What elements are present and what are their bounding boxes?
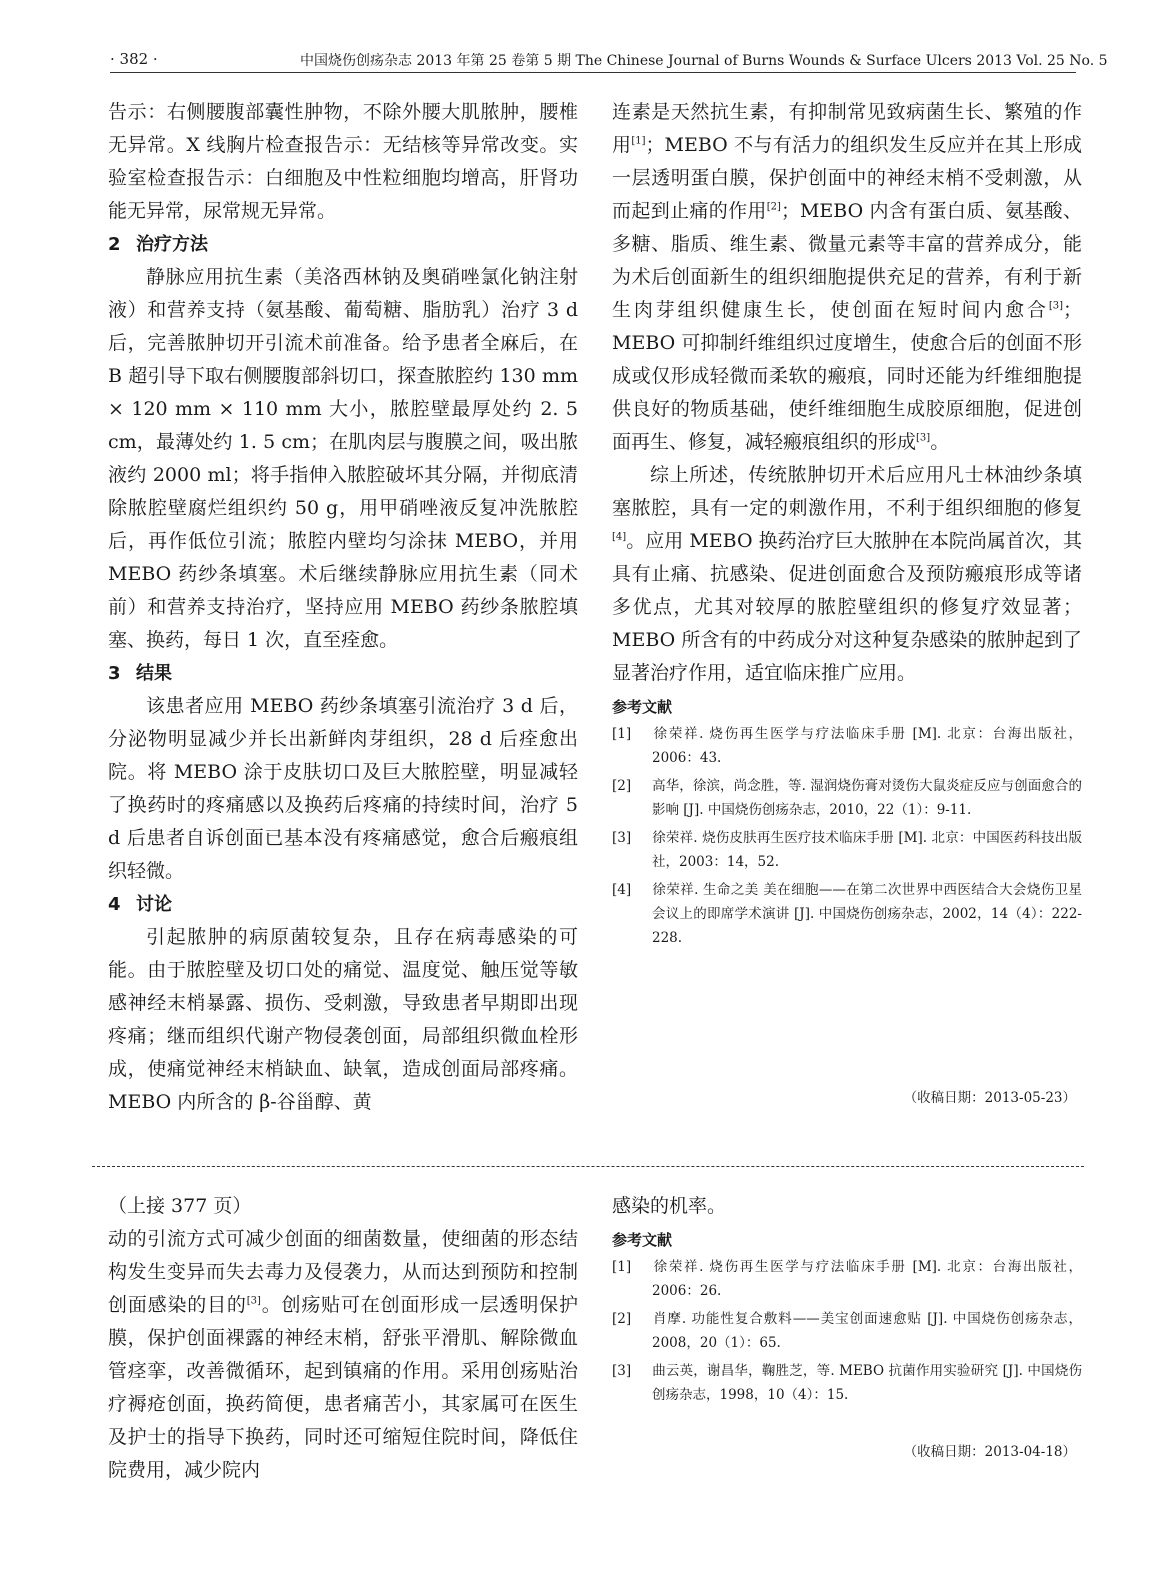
discussion-continued-paragraph bbox=[612, 96, 1082, 459]
reference-item bbox=[612, 1359, 1082, 1407]
reference-number: [1] bbox=[612, 726, 632, 742]
running-header bbox=[110, 50, 1108, 74]
reference-text: 曲云英，谢昌华，鞠胜芝，等. MEBO 抗菌作用实验研究 [J]. 中国烧伤创疡杂志，1998，10（4）：15. bbox=[652, 1363, 1082, 1403]
reference-item bbox=[612, 774, 1082, 822]
reference-number: [1] bbox=[612, 1259, 632, 1275]
bottom-right-column bbox=[612, 1190, 1082, 1411]
intro-paragraph: 告示：右侧腰腹部囊性肿物，不除外腰大肌脓肿，腰椎无异常。X 线胸片检查报告示：无结核等异常改变。实验室检查报告示：白细胞及中性粒细胞均增高，肝肾功能无异常，尿常规无异常。 bbox=[108, 101, 578, 222]
section-title: 讨论 bbox=[136, 894, 172, 915]
section-heading-discussion bbox=[108, 888, 578, 921]
reference-text: 高华，徐滨，尚念胜，等. 湿润烧伤膏对烫伤大鼠炎症反应与创面愈合的影响 [J]. 中国烧伤创疡杂志，2010，22（1）：9-11. bbox=[652, 778, 1082, 818]
reference-number: [2] bbox=[612, 778, 632, 794]
section-heading-treatment bbox=[108, 228, 578, 261]
text-run: 连素是天然抗生素，有抑制常见致病菌生长、繁殖的作用 bbox=[612, 101, 1082, 156]
received-date: （收稿日期：2013-05-23） bbox=[903, 1090, 1076, 1106]
conclusion-paragraph bbox=[612, 459, 1082, 690]
reference-item bbox=[612, 722, 1082, 770]
reference-number: [4] bbox=[612, 882, 632, 898]
reference-number: [2] bbox=[612, 1311, 632, 1327]
citation-link[interactable]: [1] bbox=[631, 135, 646, 147]
text-run: ；MEBO 可抑制纤维组织过度增生，使愈合后的创面不形成或仅形成轻微而柔软的瘢痕，同时还能为纤维细胞提供良好的物质基础，使纤维细胞生成胶原细胞，促进创面再生、修复，减轻瘢痕组织的形成 bbox=[612, 299, 1082, 453]
reference-text: 徐荣祥. 烧伤再生医学与疗法临床手册 [M]. 北京：台海出版社，2006：43. bbox=[652, 726, 1082, 766]
header-rule bbox=[110, 72, 1076, 73]
reference-item bbox=[612, 878, 1082, 950]
citation-link[interactable]: [2] bbox=[766, 201, 781, 213]
references-heading: 参考文献 bbox=[612, 698, 673, 716]
section-number: 3 bbox=[108, 663, 121, 684]
section-title: 治疗方法 bbox=[136, 234, 208, 255]
text-run: 动的引流方式可减少创面的细菌数量，使细菌的形态结构发生变异而失去毒力及侵袭力，从而达到预防和控制创面感染的目的 bbox=[108, 1228, 578, 1316]
continued-paragraph bbox=[108, 1223, 578, 1487]
citation-link[interactable]: [3] bbox=[246, 1295, 261, 1307]
reference-item bbox=[612, 1255, 1082, 1303]
text-run: ；MEBO 不与有活力的组织发生反应并在其上形成一层透明蛋白膜，保护创面中的神经末梢不受刺激，从而起到止痛的作用 bbox=[612, 134, 1082, 222]
section-title: 结果 bbox=[136, 663, 172, 684]
reference-item bbox=[612, 826, 1082, 874]
citation-link[interactable]: [3] bbox=[1048, 300, 1063, 312]
reference-number: [3] bbox=[612, 830, 632, 846]
section-number: 4 bbox=[108, 894, 121, 915]
bottom-left-column bbox=[108, 1190, 578, 1487]
reference-text: 徐荣祥. 生命之美 美在细胞——在第二次世界中西医结合大会烧伤卫星会议上的即席学术演讲 [J]. 中国烧伤创疡杂志，2002，14（4）：222-228. bbox=[652, 882, 1082, 946]
top-left-column bbox=[108, 96, 578, 1119]
citation-link[interactable]: [4] bbox=[612, 531, 627, 543]
article-divider bbox=[92, 1166, 1084, 1167]
reference-text: 肖摩. 功能性复合敷料——美宝创面速愈贴 [J]. 中国烧伤创疡杂志，2008，20（1）：65. bbox=[652, 1311, 1082, 1351]
text-run: 综上所述，传统脓肿切开术后应用凡士林油纱条填塞脓腔，具有一定的刺激作用，不利于组织细胞的修复 bbox=[612, 464, 1082, 519]
page-number: · 382 · bbox=[110, 50, 158, 68]
reference-item bbox=[612, 1307, 1082, 1355]
citation-link[interactable]: [3] bbox=[916, 432, 931, 444]
received-date: （收稿日期：2013-04-18） bbox=[903, 1444, 1076, 1460]
section-number: 2 bbox=[108, 234, 121, 255]
section-heading-results bbox=[108, 657, 578, 690]
reference-text: 徐荣祥. 烧伤再生医学与疗法临床手册 [M]. 北京：台海出版社，2006：26. bbox=[652, 1259, 1082, 1299]
references-heading: 参考文献 bbox=[612, 1231, 673, 1249]
reference-text: 徐荣祥. 烧伤皮肤再生医疗技术临床手册 [M]. 北京：中国医药科技出版社，2003：14，52. bbox=[652, 830, 1082, 870]
text-run: 。 bbox=[930, 431, 950, 453]
text-run: 。应用 MEBO 换药治疗巨大脓肿在本院尚属首次，其具有止痛、抗感染、促进创面愈合及预防瘢痕形成等诸多优点，尤其对较厚的脓腔壁组织的修复疗效显著；MEBO 所含有的中药成分对这种复杂感染的脓肿起到了显著治疗作用，适宜临床推广应用。 bbox=[612, 530, 1082, 684]
discussion-paragraph: 引起脓肿的病原菌较复杂，且存在病毒感染的可能。由于脓腔壁及切口处的痛觉、温度觉、触压觉等敏感神经末梢暴露、损伤、受刺激，导致患者早期即出现疼痛；继而组织代谢产物侵袭创面，局部组织微血栓形成，使痛觉神经末梢缺血、缺氧，造成创面局部疼痛。MEBO 内所含的 β-谷甾醇、黄 bbox=[108, 926, 578, 1113]
reference-number: [3] bbox=[612, 1363, 632, 1379]
results-paragraph: 该患者应用 MEBO 药纱条填塞引流治疗 3 d 后，分泌物明显减少并长出新鲜肉芽组织，28 d 后痊愈出院。将 MEBO 涂于皮肤切口及巨大脓腔壁，明显减轻了换药时的疼痛感以及换药后疼痛的持续时间，治疗 5 d 后患者自诉创面已基本没有疼痛感觉，愈合后瘢痕组织轻微。 bbox=[108, 695, 578, 882]
top-right-column bbox=[612, 96, 1082, 954]
text-run: ；MEBO 内含有蛋白质、氨基酸、多糖、脂质、维生素、微量元素等丰富的营养成分，能为术后创面新生的组织细胞提供充足的营养，有利于新生肉芽组织健康生长，使创面在短时间内愈合 bbox=[612, 200, 1082, 321]
journal-title: 中国烧伤创疡杂志 2013 年第 25 卷第 5 期 The Chinese Journal of Burns Wounds & Surface Ulcers 2013 Vol. 25 No. 5 bbox=[300, 53, 1108, 69]
continued-from-label: （上接 377 页） bbox=[108, 1195, 252, 1217]
text-run: 。创疡贴可在创面形成一层透明保护膜，保护创面裸露的神经末梢，舒张平滑肌、解除微血管痉挛，改善微循环，起到镇痛的作用。采用创疡贴治疗褥疮创面，换药简便，患者痛苦小，其家属可在医生及护士的指导下换药，同时还可缩短住院时间，降低住院费用，减少院内 bbox=[108, 1294, 578, 1481]
treatment-paragraph: 静脉应用抗生素（美洛西林钠及奥硝唑氯化钠注射液）和营养支持（氨基酸、葡萄糖、脂肪乳）治疗 3 d 后，完善脓肿切开引流术前准备。给予患者全麻后，在 B 超引导下取右侧腰腹部斜切口，探查脓腔约 130 mm × 120 mm × 110 mm 大小，脓腔壁最厚处约 2. 5 cm，最薄处约 1. 5 cm；在肌肉层与腹膜之间，吸出脓液约 2000 ml；将手指伸入脓腔破坏其分隔，并彻底清除脓腔壁腐烂组织约 50 g，用甲硝唑液反复冲洗脓腔后，再作低位引流；脓腔内壁均匀涂抹 MEBO，并用 MEBO 药纱条填塞。术后继续静脉应用抗生素（同术前）和营养支持治疗，坚持应用 MEBO 药纱条脓腔填塞、换药，每日 1 次，直至痊愈。 bbox=[108, 266, 578, 651]
continued-end-paragraph: 感染的机率。 bbox=[612, 1195, 727, 1217]
